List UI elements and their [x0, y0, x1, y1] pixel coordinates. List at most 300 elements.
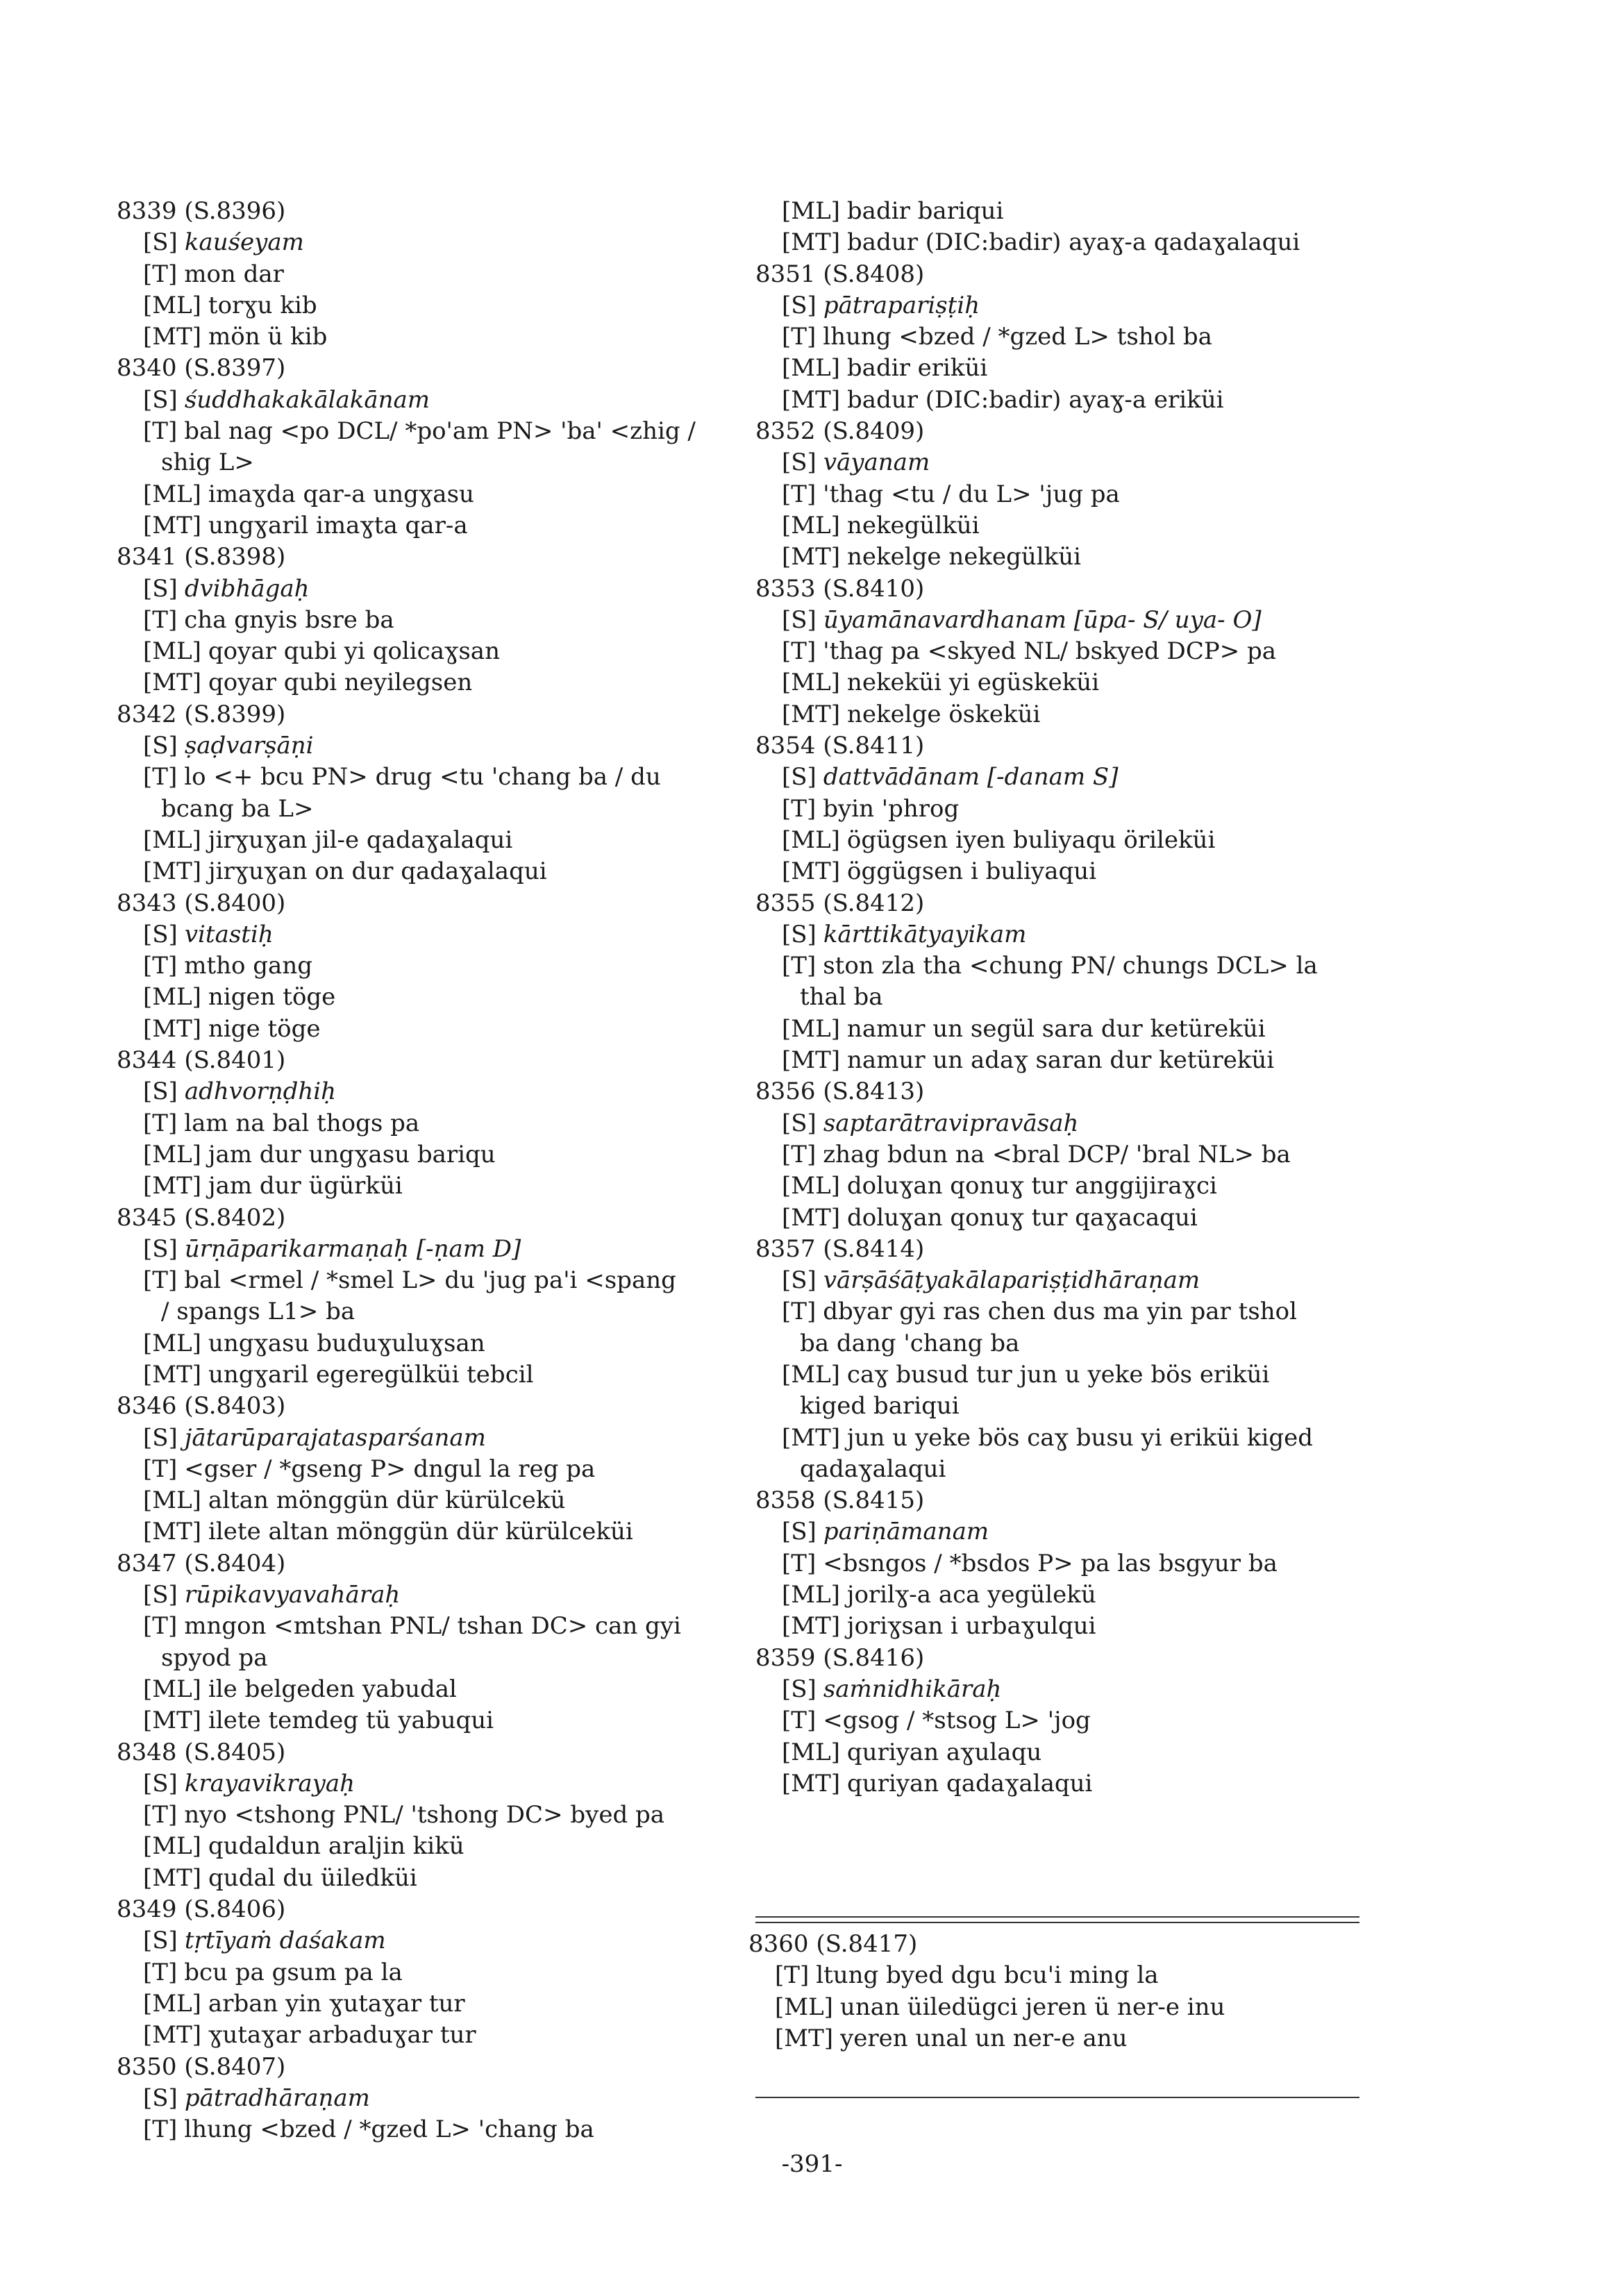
language-tag: [MT]	[143, 1014, 202, 1043]
entry-line	[117, 856, 742, 887]
language-tag: [S]	[782, 763, 817, 791]
sanskrit-term: śuddhakakālakānam	[184, 385, 430, 414]
sanskrit-term: ṣaḍvarṣāṇi	[184, 732, 314, 760]
entry-text: jirɣuɣan jil-e qadaɣalaqui	[208, 826, 513, 854]
entry-text: altan mönggün dür kürülcekü	[208, 1486, 566, 1515]
entry-line	[117, 1014, 742, 1045]
language-tag: [T]	[143, 1958, 178, 1986]
entry-text: ungɣaril egeregülküi tebcil	[208, 1360, 534, 1389]
language-tag: [S]	[143, 1078, 178, 1106]
entry-text: bcu pa gsum pa la	[184, 1958, 403, 1986]
dictionary-entry	[755, 730, 1415, 887]
entry-text: ögügsen iyen buliyaqu örileküi	[846, 826, 1216, 854]
entry-header	[117, 1203, 742, 1234]
dictionary-entry	[755, 259, 1415, 416]
language-tag: [ML]	[775, 1993, 833, 2021]
language-tag: [ML]	[143, 637, 201, 666]
entry-text: badir bariqui	[846, 197, 1004, 225]
dictionary-entry	[117, 1203, 742, 1391]
entry-line	[755, 353, 1415, 384]
dictionary-entry	[755, 573, 1415, 730]
entry-line	[117, 982, 742, 1013]
entry-line	[117, 416, 742, 447]
entry-line	[117, 479, 742, 510]
entry-header	[117, 1737, 742, 1768]
sanskrit-term: adhvorṇḍhiḥ	[184, 1078, 337, 1106]
entry-text: mön ü kib	[208, 323, 328, 351]
language-tag: [T]	[782, 323, 817, 351]
dictionary-entry	[117, 353, 742, 542]
language-tag: [MT]	[143, 1863, 202, 1892]
language-tag: [ML]	[782, 197, 840, 225]
dictionary-entry	[755, 1485, 1415, 1642]
sanskrit-term: kauśeyam	[184, 228, 304, 257]
entry-header	[117, 699, 742, 730]
entry-line	[117, 1359, 742, 1391]
language-tag: [ML]	[143, 1675, 201, 1703]
entry-line	[755, 794, 1415, 825]
entry-reference: (S.8399)	[184, 700, 286, 728]
entry-text: ɣutaɣar arbaduɣar tur	[208, 2021, 476, 2050]
entry-number: 8356	[755, 1078, 816, 1106]
entry-line	[117, 2114, 742, 2145]
entry-number: 8341	[117, 543, 177, 571]
language-tag: [ML]	[143, 480, 201, 508]
entry-line	[755, 1548, 1415, 1579]
language-tag: [MT]	[782, 1423, 841, 1452]
sanskrit-term: ūrṇāparikarmaṇaḥ [-ṇam D]	[184, 1234, 521, 1263]
sanskrit-term: dvibhāgaḥ	[184, 574, 310, 603]
entry-text: lo <+ bcu PN> drug <tu 'chang ba / du	[184, 763, 661, 791]
entry-number: 8353	[755, 574, 816, 603]
language-tag: [S]	[143, 1769, 178, 1798]
entry-number: 8360	[748, 1930, 809, 1958]
footer-top-rule-2	[755, 1922, 1359, 1923]
entry-line	[755, 1611, 1415, 1642]
entry-line-continuation	[117, 1296, 742, 1327]
language-tag: [T]	[782, 1298, 817, 1326]
language-tag: [S]	[143, 732, 178, 760]
entry-line	[755, 447, 1415, 478]
sanskrit-term: pariṇāmanam	[823, 1518, 989, 1546]
entry-header	[755, 1234, 1415, 1265]
entry-line	[117, 510, 742, 542]
language-tag: [MT]	[143, 1707, 202, 1735]
language-tag: [T]	[782, 952, 817, 980]
entry-text: nekelge öskeküi	[847, 700, 1041, 728]
entry-text: nekelge nekegülküi	[847, 543, 1081, 571]
entry-reference: (S.8407)	[184, 2052, 286, 2081]
entry-header	[755, 416, 1415, 447]
dictionary-entry	[117, 1045, 742, 1202]
language-tag: [ML]	[143, 1486, 201, 1515]
language-tag: [S]	[143, 920, 178, 948]
language-tag: [MT]	[143, 511, 202, 539]
dictionary-entry	[117, 1548, 742, 1737]
dictionary-entry	[117, 196, 742, 353]
entry-text: <gser / *gseng P> dngul la reg pa	[184, 1455, 596, 1483]
entry-line	[117, 1988, 742, 2020]
entry-line	[755, 1171, 1415, 1202]
sanskrit-term: krayavikrayaḥ	[184, 1769, 355, 1798]
language-tag: [S]	[782, 1518, 817, 1546]
entry-line	[117, 667, 742, 698]
entry-reference: (S.8396)	[184, 197, 286, 225]
entry-line	[755, 1203, 1415, 1234]
entry-reference: (S.8415)	[823, 1486, 925, 1515]
language-tag: [MT]	[782, 1769, 841, 1798]
sanskrit-term: saṁnidhikāraḥ	[823, 1675, 1002, 1703]
entry-text: namur un segül sara dur ketüreküi	[846, 1014, 1266, 1043]
dictionary-entry	[117, 888, 742, 1045]
entry-reference: (S.8398)	[184, 543, 286, 571]
footer-entry	[748, 1929, 1415, 2054]
language-tag: [MT]	[143, 1172, 202, 1200]
entry-line	[117, 1705, 742, 1736]
language-tag: [ML]	[782, 511, 840, 539]
language-tag: [S]	[143, 1423, 178, 1452]
entry-line	[117, 227, 742, 258]
entry-text: jam dur ungɣasu bariqu	[208, 1140, 496, 1168]
entry-number: 8357	[755, 1234, 816, 1263]
entry-line	[755, 1139, 1415, 1171]
entry-line	[117, 1076, 742, 1107]
entry-number: 8352	[755, 417, 816, 446]
entry-line	[755, 762, 1415, 793]
entry-line	[117, 259, 742, 290]
entry-header	[755, 573, 1415, 605]
language-tag: [MT]	[782, 1612, 841, 1641]
entry-line	[748, 1992, 1415, 2023]
entry-line	[117, 2020, 742, 2051]
entry-text: doluɣan qonuɣ tur anggijiraɣci	[846, 1172, 1217, 1200]
entry-text: nekegülküi	[846, 511, 980, 539]
entry-text: <gsog / *stsog L> 'jog	[823, 1707, 1091, 1735]
language-tag: [S]	[143, 1581, 178, 1609]
language-tag: [S]	[782, 1675, 817, 1703]
entry-reference: (S.8403)	[184, 1392, 286, 1421]
sanskrit-term: pātradhāraṇam	[184, 2084, 370, 2112]
entry-header	[755, 1076, 1415, 1107]
entry-line	[755, 227, 1415, 258]
entry-line	[117, 950, 742, 982]
language-tag: [T]	[143, 952, 178, 980]
entry-text: arban yin ɣutaɣar tur	[208, 1989, 465, 2018]
entry-header	[117, 888, 742, 919]
language-tag: [ML]	[143, 1832, 201, 1861]
language-tag: [S]	[143, 1234, 178, 1263]
entry-text: imaɣda qar-a ungɣasu	[208, 480, 474, 508]
language-tag: [S]	[143, 574, 178, 603]
entry-line	[755, 605, 1415, 636]
entry-line	[755, 385, 1415, 416]
language-tag: [T]	[143, 260, 178, 288]
language-tag: [MT]	[143, 2021, 202, 2050]
dictionary-entry	[117, 1391, 742, 1548]
entry-text: lhung <bzed / *gzed L> tshol ba	[823, 323, 1212, 351]
language-tag: [S]	[143, 2084, 178, 2112]
entry-text: thal ba	[800, 983, 883, 1012]
sanskrit-term: ūyamānavardhanam [ūpa- S/ uya- O]	[823, 605, 1262, 634]
entry-text: quriyan aɣulaqu	[846, 1738, 1042, 1766]
entry-text: unan üiledügci jeren ü ner-e inu	[839, 1993, 1225, 2021]
entry-text: ilete altan mönggün dür kürülceküi	[208, 1518, 633, 1546]
entry-text: ungɣasu buduɣuluɣsan	[208, 1329, 485, 1357]
entry-header	[117, 353, 742, 384]
language-tag: [MT]	[775, 2024, 834, 2052]
entry-number: 8347	[117, 1549, 177, 1577]
sanskrit-term: pātrapariṣṭiḥ	[823, 291, 980, 319]
entry-line-continuation	[117, 447, 742, 478]
entry-line	[755, 1296, 1415, 1327]
entry-number: 8350	[117, 2052, 177, 2081]
dictionary-entry	[117, 699, 742, 888]
entry-reference: (S.8401)	[184, 1046, 286, 1075]
language-tag: [MT]	[143, 1360, 202, 1389]
language-tag: [S]	[143, 1927, 178, 1955]
language-tag: [ML]	[782, 1172, 840, 1200]
entry-line-continuation	[117, 1643, 742, 1674]
entry-line	[117, 1800, 742, 1831]
entry-line	[117, 1831, 742, 1862]
entry-line	[117, 290, 742, 321]
entry-text: lam na bal thogs pa	[184, 1109, 420, 1137]
entry-text: jirɣuɣan on dur qadaɣalaqui	[208, 857, 547, 886]
entry-text: qadaɣalaqui	[800, 1455, 946, 1483]
dictionary-entry	[117, 2052, 742, 2146]
entry-text: nekeküi yi egüskeküi	[846, 669, 1100, 697]
entry-line	[117, 1674, 742, 1705]
language-tag: [T]	[143, 1109, 178, 1137]
entry-text: quriyan qadaɣalaqui	[847, 1769, 1093, 1798]
entry-line	[117, 1265, 742, 1296]
sanskrit-term: vitastiḥ	[184, 920, 274, 948]
entry-line	[755, 1579, 1415, 1611]
language-tag: [ML]	[782, 1738, 840, 1766]
entry-text: qudaldun araljin kikü	[208, 1832, 464, 1861]
entry-line	[117, 605, 742, 636]
entry-text: lhung <bzed / *gzed L> 'chang ba	[184, 2115, 594, 2144]
entry-header	[117, 1894, 742, 1925]
entry-header	[755, 1643, 1415, 1674]
language-tag: [T]	[782, 480, 817, 508]
entry-line	[117, 730, 742, 762]
entry-line	[755, 1359, 1415, 1391]
entry-text: <bsngos / *bsdos P> pa las bsgyur ba	[823, 1549, 1278, 1577]
language-tag: [ML]	[143, 826, 201, 854]
language-tag: [T]	[143, 1612, 178, 1641]
entry-text: qoyar qubi yi qolicaɣsan	[208, 637, 500, 666]
sanskrit-term: jātarūparajatasparśanam	[184, 1423, 486, 1452]
entry-line	[117, 2083, 742, 2114]
language-tag: [T]	[782, 637, 817, 666]
entry-line	[117, 1611, 742, 1642]
entry-line-continuation	[755, 1328, 1415, 1359]
entry-text: namur un adaɣ saran dur ketüreküi	[847, 1046, 1275, 1075]
entry-number: 8359	[755, 1643, 816, 1672]
language-tag: [S]	[143, 228, 178, 257]
language-tag: [T]	[143, 605, 178, 634]
entry-line	[755, 1516, 1415, 1548]
entry-text: 'thag <tu / du L> 'jug pa	[823, 480, 1120, 508]
entry-line	[117, 1925, 742, 1956]
dictionary-entry	[755, 1643, 1415, 1800]
footer-bottom-rule	[755, 2097, 1359, 2098]
entry-text: bal nag <po DCL/ *po'am PN> 'ba' <zhig /	[184, 417, 696, 446]
dictionary-entry	[117, 1737, 742, 1894]
entry-text: ba dang 'chang ba	[800, 1329, 1020, 1357]
language-tag: [T]	[143, 763, 178, 791]
entry-text: ltung byed dgu bcu'i ming la	[816, 1961, 1159, 1990]
entry-header	[117, 1045, 742, 1076]
entry-reference: (S.8409)	[823, 417, 925, 446]
entry-text: mon dar	[184, 260, 284, 288]
entry-reference: (S.8405)	[184, 1738, 286, 1766]
entry-line	[755, 919, 1415, 950]
entry-reference: (S.8404)	[184, 1549, 286, 1577]
entry-line	[117, 1423, 742, 1454]
entry-line	[755, 321, 1415, 353]
sanskrit-term: dattvādānam [-danam S]	[823, 763, 1119, 791]
language-tag: [MT]	[782, 228, 841, 257]
sanskrit-term: tṛtīyaṁ daśakam	[184, 1927, 386, 1955]
language-tag: [MT]	[143, 323, 202, 351]
entry-line	[748, 2023, 1415, 2054]
entry-text: zhag bdun na <bral DCP/ 'bral NL> ba	[823, 1140, 1291, 1168]
entry-reference: (S.8414)	[823, 1234, 925, 1263]
entry-number: 8345	[117, 1203, 177, 1232]
entry-number: 8358	[755, 1486, 816, 1515]
entry-line	[755, 1423, 1415, 1454]
language-tag: [MT]	[782, 700, 841, 728]
language-tag: [ML]	[143, 291, 201, 319]
language-tag: [ML]	[782, 1014, 840, 1043]
sanskrit-term: vārṣāśāṭyakālapariṣṭidhāraṇam	[823, 1266, 1200, 1295]
entry-line	[755, 856, 1415, 887]
language-tag: [T]	[775, 1961, 810, 1990]
entry-text: spyod pa	[161, 1643, 268, 1672]
entry-text: badur (DIC:badir) ayaɣ-a qadaɣalaqui	[847, 228, 1300, 257]
entry-header	[755, 888, 1415, 919]
entry-number: 8354	[755, 732, 816, 760]
entry-line	[748, 1960, 1415, 1991]
entry-text: mtho gang	[184, 952, 312, 980]
entry-line	[117, 1454, 742, 1485]
language-tag: [S]	[782, 291, 817, 319]
entry-text: 'thag pa <skyed NL/ bskyed DCP> pa	[823, 637, 1277, 666]
dictionary-entry	[755, 1076, 1415, 1233]
entry-number: 8344	[117, 1046, 177, 1075]
entry-line-continuation	[117, 794, 742, 825]
language-tag: [ML]	[143, 983, 201, 1012]
language-tag: [MT]	[143, 857, 202, 886]
language-tag: [S]	[782, 449, 817, 477]
language-tag: [MT]	[143, 669, 202, 697]
entry-header	[117, 1548, 742, 1579]
entry-line	[117, 1108, 742, 1139]
entry-text: / spangs L1> ba	[161, 1298, 355, 1326]
entry-header	[117, 2052, 742, 2083]
entry-line	[117, 919, 742, 950]
language-tag: [MT]	[782, 857, 841, 886]
entry-number: 8349	[117, 1895, 177, 1924]
entry-line	[117, 1957, 742, 1988]
language-tag: [T]	[143, 417, 178, 446]
entry-number: 8348	[117, 1738, 177, 1766]
language-tag: [T]	[782, 794, 817, 823]
language-tag: [MT]	[782, 1203, 841, 1232]
entry-text: byin 'phrog	[823, 794, 960, 823]
dictionary-entry	[755, 196, 1415, 259]
entry-number: 8346	[117, 1392, 177, 1421]
entry-line	[117, 762, 742, 793]
entry-header	[117, 196, 742, 227]
entry-header	[748, 1929, 1415, 1960]
page-number: -391-	[781, 2150, 843, 2178]
dictionary-entry	[748, 1929, 1415, 2054]
entry-line	[117, 1768, 742, 1800]
language-tag: [S]	[782, 1266, 817, 1295]
entry-text: badir eriküi	[846, 354, 988, 383]
entry-text: bal <rmel / *smel L> du 'jug pa'i <spang	[184, 1266, 676, 1295]
entry-line	[755, 950, 1415, 982]
sanskrit-term: kārttikātyayikam	[823, 920, 1027, 948]
language-tag: [T]	[782, 1140, 817, 1168]
entry-reference: (S.8416)	[823, 1643, 925, 1672]
entry-line	[117, 1234, 742, 1265]
entry-line	[755, 636, 1415, 667]
language-tag: [T]	[143, 1801, 178, 1829]
entry-header	[755, 1485, 1415, 1516]
entry-text: ungɣaril imaɣta qar-a	[208, 511, 468, 539]
entry-reference: (S.8397)	[184, 354, 286, 383]
entry-line	[755, 1108, 1415, 1139]
language-tag: [ML]	[782, 1360, 840, 1389]
entry-number: 8355	[755, 889, 816, 917]
entry-line-continuation	[755, 1391, 1415, 1422]
entry-reference: (S.8406)	[184, 1895, 286, 1924]
entry-number: 8343	[117, 889, 177, 917]
language-tag: [MT]	[143, 1518, 202, 1546]
entry-line	[755, 510, 1415, 542]
entry-line	[117, 1171, 742, 1202]
entry-header	[117, 1391, 742, 1422]
entry-text: badur (DIC:badir) ayaɣ-a eriküi	[847, 385, 1224, 414]
entry-text: yeren unal un ner-e anu	[840, 2024, 1128, 2052]
entry-line	[117, 1863, 742, 1894]
entry-line	[755, 1737, 1415, 1768]
entry-line	[755, 1705, 1415, 1736]
right-column	[755, 196, 1415, 1800]
dictionary-entry	[755, 416, 1415, 573]
entry-text: jorilɣ-a aca yegülekü	[846, 1581, 1096, 1609]
entry-text: ile belgeden yabudal	[208, 1675, 457, 1703]
language-tag: [ML]	[782, 354, 840, 383]
entry-reference: (S.8410)	[823, 574, 925, 603]
entry-line	[117, 1485, 742, 1516]
entry-line	[755, 1045, 1415, 1076]
language-tag: [ML]	[782, 669, 840, 697]
language-tag: [T]	[143, 2115, 178, 2144]
entry-reference: (S.8402)	[184, 1203, 286, 1232]
entry-text: jun u yeke bös caɣ busu yi eriküi kiged	[847, 1423, 1313, 1452]
entry-line	[755, 1674, 1415, 1705]
language-tag: [ML]	[143, 1140, 201, 1168]
language-tag: [T]	[782, 1707, 817, 1735]
entry-text: caɣ busud tur jun u yeke bös eriküi	[846, 1360, 1270, 1389]
entry-text: bcang ba L>	[161, 794, 314, 823]
language-tag: [S]	[782, 1109, 817, 1137]
